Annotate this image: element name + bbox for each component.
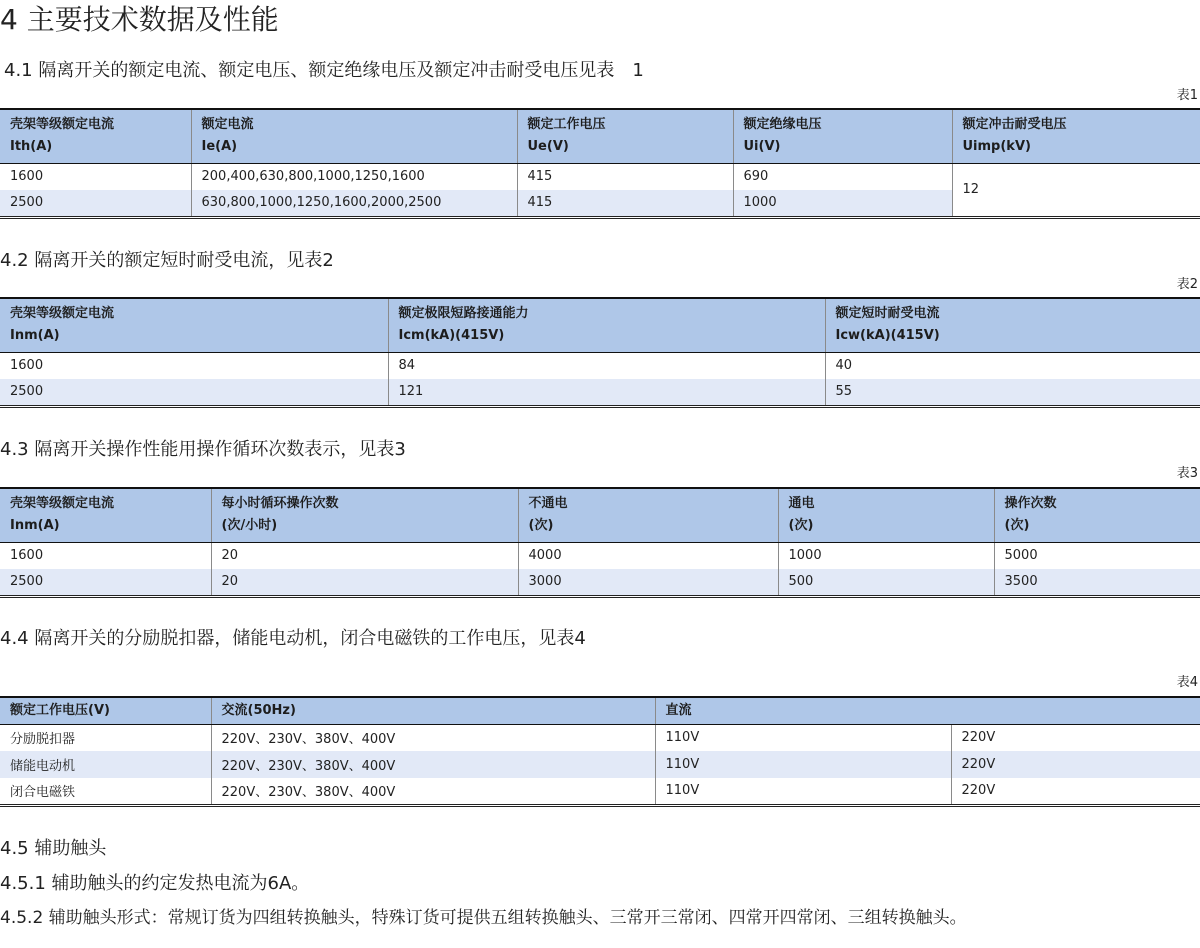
table1-caption: 表1	[1176, 88, 1198, 103]
table2-header-cell: 额定短时耐受电流 Icw(kA)(415V)	[825, 298, 1200, 352]
section-4-2-title: 4.2 隔离开关的额定短时耐受电流，见表2	[0, 250, 334, 271]
table-row	[0, 778, 1200, 805]
table-cell: 1000	[778, 542, 994, 569]
table-cell: 415	[517, 163, 733, 190]
table-cell: 20	[211, 542, 518, 569]
table4-caption: 表4	[1176, 675, 1198, 690]
table3-header-cell: 壳架等级额定电流 Inm(A)	[0, 488, 211, 542]
table-cell: 3500	[994, 569, 1200, 596]
table-cell: 5000	[994, 542, 1200, 569]
table-cell: 3000	[518, 569, 778, 596]
table-cell: 220V、230V、380V、400V	[211, 751, 655, 778]
table-cell: 110V	[655, 751, 951, 778]
section-4-5-1-text: 4.5.1 辅助触头的约定发热电流为6A。	[0, 873, 310, 894]
table2-caption: 表2	[1176, 277, 1198, 292]
table-cell: 220V	[951, 724, 1200, 751]
table-cell: 220V、230V、380V、400V	[211, 778, 655, 805]
table-row	[0, 724, 1200, 751]
table-cell: 121	[388, 379, 825, 406]
table-cell: 55	[825, 379, 1200, 406]
table2-header-cell: 壳架等级额定电流 Inm(A)	[0, 298, 388, 352]
table1-header-cell: 额定电流 Ie(A)	[191, 109, 517, 163]
table3-header-cell: 操作次数 (次)	[994, 488, 1200, 542]
table-row	[0, 569, 1200, 596]
table-cell: 储能电动机	[0, 751, 211, 778]
table-cell: 1600	[10, 358, 44, 374]
table1-header-cell: 壳架等级额定电流 Ith(A)	[0, 109, 191, 163]
table-cell: 闭合电磁铁	[10, 785, 76, 801]
table-cell: 220V、230V、380V、400V	[211, 724, 655, 751]
table3-header-cell: 每小时循环操作次数 (次/小时)	[211, 488, 518, 542]
table1-header-cell: 额定绝缘电压 Ui(V)	[733, 109, 952, 163]
table-cell: 84	[388, 352, 825, 379]
table-cell: 690	[733, 163, 952, 190]
table3	[0, 487, 1200, 598]
table4-header-cell: 额定工作电压(V)	[0, 697, 211, 724]
table-row	[0, 379, 1200, 406]
section-4-3-title: 4.3 隔离开关操作性能用操作循环次数表示，见表3	[0, 439, 406, 460]
table-cell: 200,400,630,800,1000,1250,1600	[191, 163, 517, 190]
table-cell: 1600	[10, 169, 44, 185]
table-cell: 415	[517, 190, 733, 217]
table-row	[0, 751, 1200, 778]
table4	[0, 696, 1200, 807]
section-4-1-title: 4.1 隔离开关的额定电流、额定电压、额定绝缘电压及额定冲击耐受电压见表 1	[4, 60, 644, 81]
table3-header-cell: 通电 (次)	[778, 488, 994, 542]
table4-header-cell: 交流(50Hz)	[211, 697, 655, 724]
table-cell: 分励脱扣器	[10, 732, 76, 748]
table-cell: 110V	[655, 724, 951, 751]
table-cell: 630,800,1000,1250,1600,2000,2500	[191, 190, 517, 217]
section-4-5-title: 4.5 辅助触头	[0, 838, 107, 859]
table-cell: 1600	[10, 548, 44, 564]
section-4-5-2-text: 4.5.2 辅助触头形式：常规订货为四组转换触头，特殊订货可提供五组转换触头、三常开三常闭、四常开四常闭、三组转换触头。	[0, 908, 967, 928]
table-cell: 4000	[518, 542, 778, 569]
table-row	[0, 163, 1200, 190]
table-cell: 220V	[951, 778, 1200, 805]
table3-caption: 表3	[1176, 466, 1198, 481]
table-cell: 2500	[0, 190, 191, 217]
table2	[0, 297, 1200, 408]
table-cell-uimp: 12	[952, 163, 1200, 217]
table-cell: 500	[778, 569, 994, 596]
table1	[0, 108, 1200, 219]
table-row	[0, 352, 1200, 379]
table-row	[0, 542, 1200, 569]
table-cell: 220V	[951, 751, 1200, 778]
table-cell: 110V	[655, 778, 951, 805]
table1-header-cell: 额定工作电压 Ue(V)	[517, 109, 733, 163]
page-title: 4 主要技术数据及性能	[0, 3, 279, 36]
table-cell: 2500	[0, 569, 211, 596]
table1-header-cell: 额定冲击耐受电压 Uimp(kV)	[952, 109, 1200, 163]
table2-header-cell: 额定极限短路接通能力 Icm(kA)(415V)	[388, 298, 825, 352]
table-cell: 2500	[0, 379, 388, 406]
section-4-4-title: 4.4 隔离开关的分励脱扣器，储能电动机，闭合电磁铁的工作电压，见表4	[0, 628, 586, 649]
table-cell: 1000	[733, 190, 952, 217]
table3-header-cell: 不通电 (次)	[518, 488, 778, 542]
table4-header-cell: 直流	[655, 697, 1200, 724]
table-cell: 20	[211, 569, 518, 596]
table-cell: 40	[825, 352, 1200, 379]
